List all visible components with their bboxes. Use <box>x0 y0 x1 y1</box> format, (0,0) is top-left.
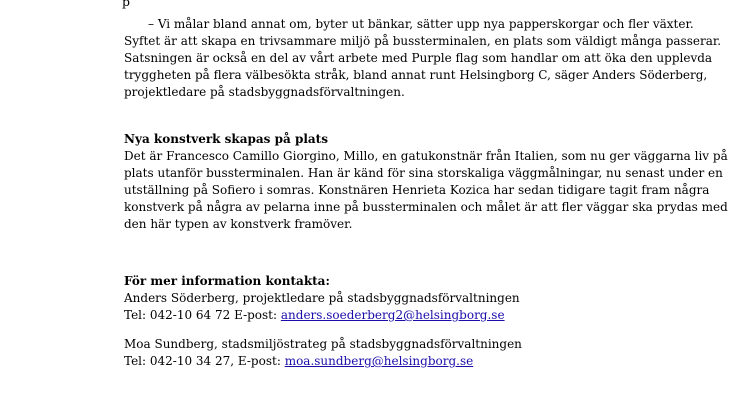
contact-phone-line <box>124 353 654 370</box>
contact-phone-line <box>124 307 654 324</box>
contact-phone-text: Tel: 042-10 64 72 E-post: <box>124 308 281 322</box>
paragraph-line: plats utanför bussterminalen. Han är känd för sina storskaliga väggmålningar, nu senast under en <box>124 166 723 180</box>
paragraph-line: den här typen av konstverk framöver. <box>124 217 353 231</box>
paragraph-line: konstverk på några av pelarna inne på bussterminalen och målet är att fler väggar ska prydas med <box>124 200 728 214</box>
contact-name-title: Anders Söderberg, projektledare på stadsbyggnadsförvaltningen <box>124 291 520 305</box>
email-link[interactable]: anders.soederberg2@helsingborg.se <box>280 308 505 322</box>
paragraph-line: utställning på Sofiero i somras. Konstnären Henrieta Kozica har sedan tidigare tagit fram några <box>124 183 710 197</box>
contact-name-title: Moa Sundberg, stadsmiljöstrateg på stadsbyggnadsförvaltningen <box>124 337 522 351</box>
paragraph-line: Det är Francesco Camillo Giorgino, Millo, en gatukonstnär från Italien, som nu ger väggarna liv på <box>124 149 728 163</box>
quote-paragraph <box>124 16 722 101</box>
paragraph-line: Syftet är att skapa en trivsammare miljö på bussterminalen, en plats som väldigt många passerar. <box>124 34 722 48</box>
cut-off-text-fragment: p <box>122 0 131 9</box>
paragraph-line: Satsningen är också en del av vårt arbete med Purple flag som handlar om att öka den upplevda <box>124 51 713 65</box>
contact-section-second <box>124 336 654 370</box>
contact-phone-text: Tel: 042-10 34 27, E-post: <box>124 354 285 368</box>
section-heading: För mer information kontakta: <box>124 274 330 288</box>
paragraph-line: – Vi målar bland annat om, byter ut bänkar, sätter upp nya papperskorgar och fler växter. <box>148 17 694 31</box>
email-link[interactable]: moa.sundberg@helsingborg.se <box>284 354 474 368</box>
paragraph-line: tryggheten på flera välbesökta stråk, bland annat runt Helsingborg C, säger Anders Söderberg, <box>124 68 708 82</box>
art-section <box>124 131 728 233</box>
paragraph-line: projektledare på stadsbyggnadsförvaltningen. <box>124 85 405 99</box>
contact-section <box>124 273 654 324</box>
section-heading: Nya konstverk skapas på plats <box>124 132 328 146</box>
